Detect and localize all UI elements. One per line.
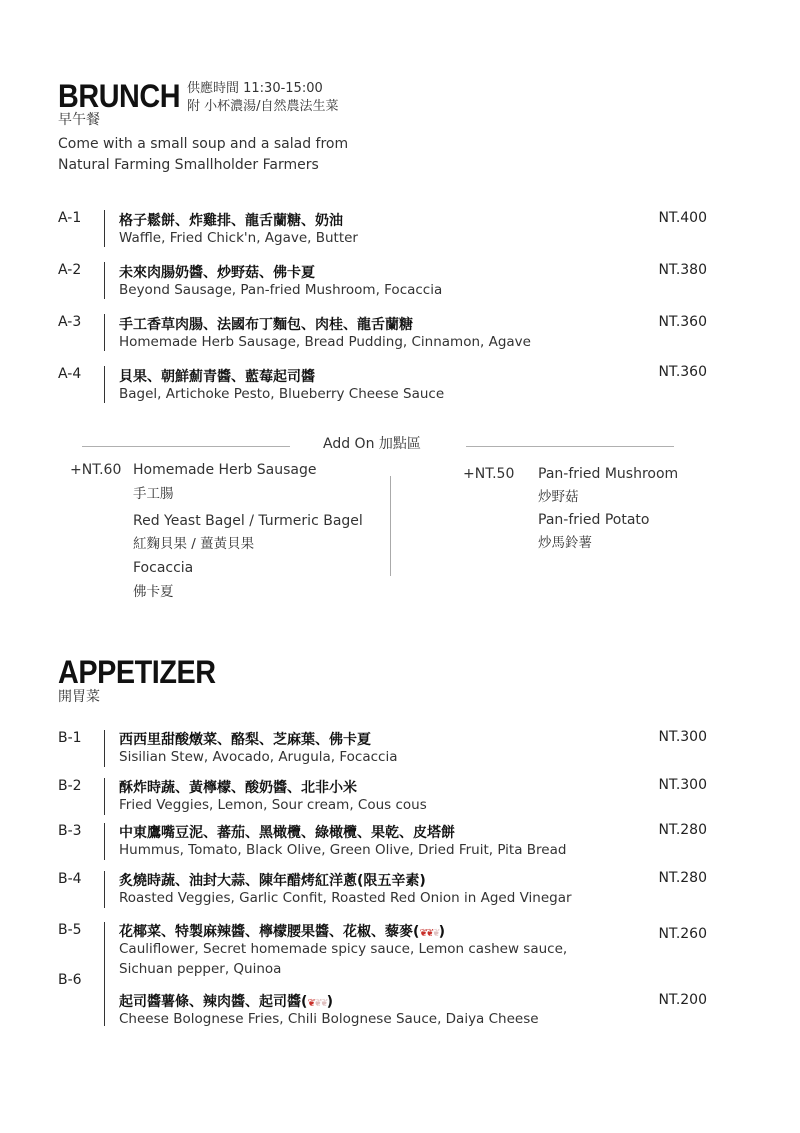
item-price: NT.200	[658, 992, 707, 1008]
item-name-zh: 酥炸時蔬、黃檸檬、酸奶醬、北非小米	[119, 780, 357, 796]
item-name-en: Beyond Sausage, Pan-fried Mushroom, Focaccia	[119, 282, 443, 298]
brunch-title-zh: 早午餐	[58, 112, 100, 128]
item-divider	[104, 366, 105, 403]
item-divider	[104, 778, 105, 815]
item-code: B-5	[58, 922, 82, 938]
brunch-title: BRUNCH	[58, 78, 181, 114]
item-price: NT.360	[658, 314, 707, 330]
brunch-note-line1: Come with a small soup and a salad from	[58, 136, 349, 152]
chili-pepper-icon: ❦❦❦	[419, 928, 439, 939]
item-code: B-3	[58, 823, 82, 839]
item-price: NT.260	[658, 926, 707, 942]
addon-item-zh: 手工腸	[133, 486, 174, 502]
item-name-en: Cheese Bolognese Fries, Chili Bolognese Sauce, Daiya Cheese	[119, 1011, 539, 1027]
brunch-hours: 供應時間 11:30-15:00	[187, 81, 323, 96]
item-code: A-4	[58, 366, 82, 382]
item-code: A-1	[58, 210, 82, 226]
appetizer-title-zh: 開胃菜	[58, 689, 100, 705]
brunch-note-line2: Natural Farming Smallholder Farmers	[58, 157, 319, 173]
item-name-en: Bagel, Artichoke Pesto, Blueberry Cheese Sauce	[119, 386, 445, 402]
item-price: NT.300	[658, 777, 707, 793]
item-price: NT.280	[658, 822, 707, 838]
item-name-zh: 中東鷹嘴豆泥、蕃茄、黑橄欖、綠橄欖、果乾、皮塔餅	[119, 825, 455, 841]
item-price: NT.400	[658, 210, 707, 226]
item-code: B-4	[58, 871, 82, 887]
chili-pepper-icon: ❦❦❦	[307, 998, 327, 1009]
item-name-zh: 格子鬆餅、炸雞排、龍舌蘭糖、奶油	[119, 213, 343, 229]
item-divider	[104, 262, 105, 299]
item-divider	[104, 730, 105, 767]
item-name-en: Roasted Veggies, Garlic Confit, Roasted Red Onion in Aged Vinegar	[119, 890, 572, 906]
addon-right-price: +NT.50	[463, 466, 515, 482]
item-name-zh: 貝果、朝鮮薊青醬、藍莓起司醬	[119, 369, 315, 385]
item-price: NT.300	[658, 729, 707, 745]
item-price: NT.280	[658, 870, 707, 886]
item-price: NT.380	[658, 262, 707, 278]
item-code: A-3	[58, 314, 82, 330]
addon-item-en: Homemade Herb Sausage	[133, 462, 317, 478]
item-name-zh: 花椰菜、特製麻辣醬、檸檬腰果醬、花椒、藜麥(❦❦❦)	[119, 924, 445, 940]
item-name-zh: 西西里甜酸燉菜、酪梨、芝麻葉、佛卡夏	[119, 732, 371, 748]
item-name-zh: 炙燒時蔬、油封大蒜、陳年醋烤紅洋蔥(限五辛素)	[119, 873, 426, 889]
item-name-en: Homemade Herb Sausage, Bread Pudding, Cinnamon, Agave	[119, 334, 531, 350]
item-name-en: Fried Veggies, Lemon, Sour cream, Cous cous	[119, 797, 427, 813]
addon-divider-left	[82, 446, 290, 447]
addon-column-divider	[390, 476, 391, 576]
item-divider	[104, 210, 105, 247]
item-code: A-2	[58, 262, 82, 278]
item-code: B-6	[58, 972, 82, 988]
addon-item-en: Red Yeast Bagel / Turmeric Bagel	[133, 513, 363, 529]
brunch-includes: 附 小杯濃湯/自然農法生菜	[187, 99, 339, 114]
item-name-zh: 手工香草肉腸、法國布丁麵包、肉桂、龍舌蘭糖	[119, 317, 413, 333]
addon-item-en: Pan-fried Potato	[538, 512, 650, 528]
addon-item-zh: 炒野菇	[538, 489, 579, 505]
item-name-zh: 未來肉腸奶醬、炒野菇、佛卡夏	[119, 265, 315, 281]
item-code: B-2	[58, 778, 82, 794]
addon-divider-right	[466, 446, 674, 447]
addon-item-zh: 紅麴貝果 / 薑黃貝果	[133, 536, 255, 552]
item-name-en: Cauliflower, Secret homemade spicy sauce, Lemon cashew sauce,	[119, 941, 568, 957]
item-divider	[104, 871, 105, 908]
item-code: B-1	[58, 730, 82, 746]
item-divider	[104, 823, 105, 860]
addon-item-zh: 佛卡夏	[133, 584, 174, 600]
addon-item-en: Focaccia	[133, 560, 194, 576]
item-name-zh: 起司醬薯條、辣肉醬、起司醬(❦❦❦)	[119, 994, 333, 1010]
item-name-en-line2: Sichuan pepper, Quinoa	[119, 961, 282, 977]
item-divider	[104, 314, 105, 351]
item-price: NT.360	[658, 364, 707, 380]
item-name-en: Waffle, Fried Chick'n, Agave, Butter	[119, 230, 358, 246]
addon-item-en: Pan-fried Mushroom	[538, 466, 679, 482]
addon-title: Add On 加點區	[323, 436, 421, 452]
item-name-en: Hummus, Tomato, Black Olive, Green Olive, Dried Fruit, Pita Bread	[119, 842, 567, 858]
item-divider	[104, 922, 105, 1026]
addon-item-zh: 炒馬鈴薯	[538, 535, 592, 551]
addon-left-price: +NT.60	[70, 462, 122, 478]
item-name-en: Sisilian Stew, Avocado, Arugula, Focaccia	[119, 749, 398, 765]
appetizer-title: APPETIZER	[58, 654, 216, 690]
